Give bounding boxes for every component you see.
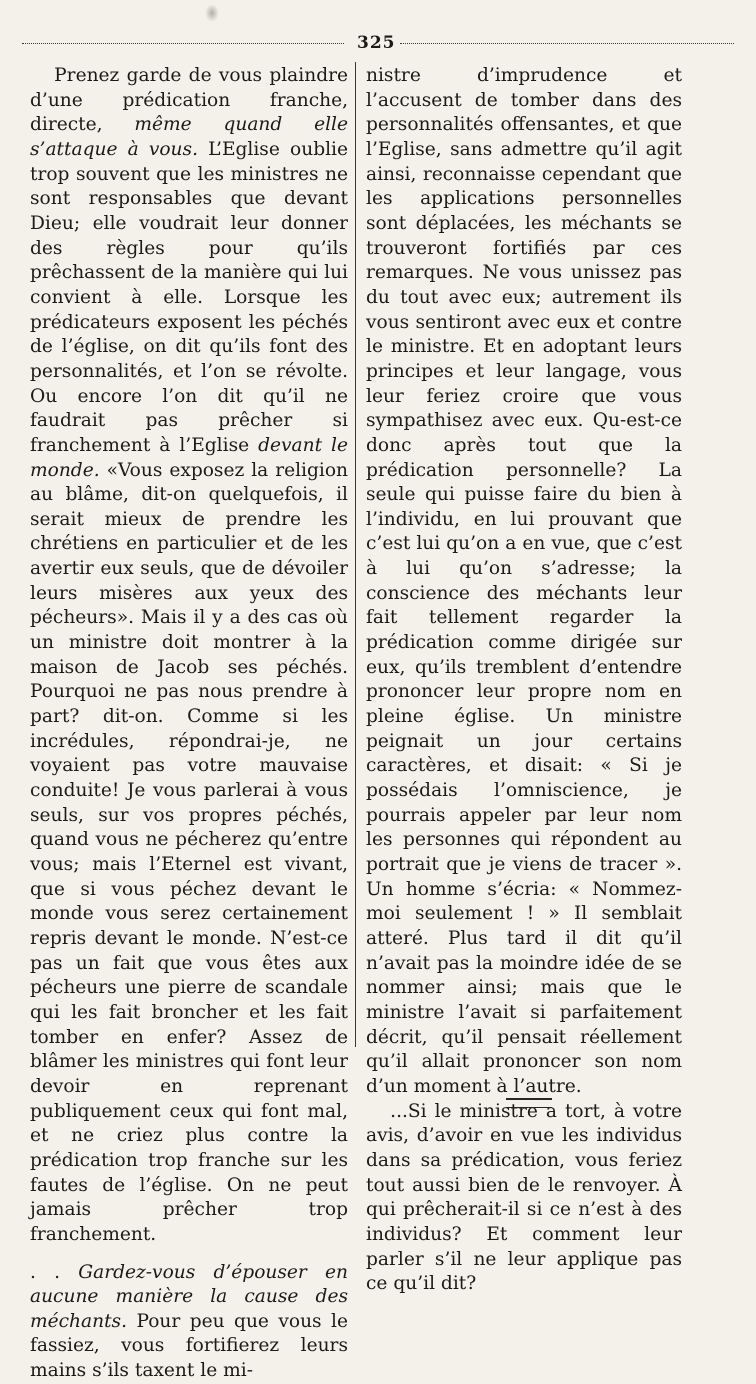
emphasis-text: même quand elle s’attaque à vous. — [30, 114, 348, 160]
emphasis-text: Gardez-vous d’épouser en aucune manière la cause des méchants. — [30, 1261, 348, 1332]
header-rule-left — [22, 43, 344, 44]
column-divider — [355, 62, 356, 1047]
paragraph-wicked — [30, 1261, 348, 1384]
page-number: 325 — [357, 33, 396, 53]
ink-smudge — [205, 4, 219, 22]
paragraph-preaching — [30, 64, 348, 1248]
page-header — [22, 30, 734, 56]
right-column — [366, 64, 682, 1297]
text-run: «Vous exposez la religion au blâme, dit-on quelquefois, il serait mieux de prendre les chrétiens en particulier et de les avertir eux seuls, que de dévoiler leurs misères aux yeux des pécheurs». Mais il y a des cas où un ministre doit montrer à la maison de Jacob ses péchés. Pourquoi ne pas nous prendre à part? dit-on. Comme si les incrédules, répondrai-je, ne voyaient pas votre mauvaise conduite! Je vous parlerai à vous seuls, sur vos propres péchés, quand vous ne pécherez qu’entre vous; mais l’Eternel est vivant, que si vous péchez devant le monde vous serez certainement repris devant le monde. N’est-ce pas un fait que vous êtes aux pécheurs une pierre de scandale qui les fait broncher et les fait tomber en enfer? Assez de blâmer les ministres qui font leur devoir en reprenant publiquement ceux qui font mal, et ne criez plus contre la prédication trop franche sur les fautes de l’église. On ne peut jamais prêcher trop franchement. — [30, 459, 348, 1245]
paragraph-continuation: nistre d’imprudence et l’accusent de tomber dans des personnalités offensantes, et que l’Eglise, sans admettre qu’il agit ainsi, reconnaisse cependant que les applications personnelles sont déplacées, les méchants se trouveront fortifiés par ces remarques. Ne vous unissez pas du tout avec eux; autrement ils vous sentiront avec eux et contre le ministre. Et en adoptant leurs principes et leur langage, vous leur feriez croire que vous sympathisez avec eux. Qu-est-ce donc après tout que la prédication personnelle? La seule qui puisse faire du bien à l’individu, en lui prouvant que c’est lui qu’on a en vue, que c’est à lui qu’on s’adresse; la conscience des méchants leur fait tellement regarder la prédication comme dirigée sur eux, qu’ils tremblent d’entendre prononcer leur propre nom en pleine église. Un ministre peignait un jour certains caractères, et disait: « Si je possédais l’omniscience, je pourrais appeler par leur nom les personnes qui répondent au portrait que je viens de tracer ». Un homme s’écria: « Nommez-moi seulement ! » Il semblait atteré. Plus tard il dit qu’il n’avait pas la moindre idée de se nommer ainsi; mais que le ministre l’avait si parfaitement décrit, qu’il pensait réellement qu’il allait prononcer son nom d’un moment à l’autre. — [366, 65, 682, 1097]
end-ornament — [506, 1098, 552, 1108]
text-run: Pour peu que vous le fassiez, vous fortifierez leurs mains s’ils taxent le mi- — [30, 1310, 348, 1382]
text-run: Prenez garde de vous plaindre d’une prédication franche, directe, — [30, 65, 348, 136]
emphasis-text: devant le monde. — [30, 434, 348, 481]
section-marker: . . — [30, 1261, 79, 1283]
header-rule-right — [400, 43, 734, 44]
paragraph-individuals: ...Si le ministre a tort, à votre avis, d’avoir en vue les individus dans sa prédication, vous feriez tout aussi bien de le renvoyer. À qui prêcherait-il si ce n’est à des individus? Et comment leur parler s’il ne leur applique pas ce qu’il dit? — [366, 1100, 682, 1295]
text-run: L’Eglise oublie trop souvent que les ministres ne sont responsables que devant Dieu; elle voudrait leur donner des règles pour qu’ils prêchassent de la manière qui lui convient à elle. Lorsque les prédicateurs exposent les péchés de l’église, on dit qu’ils font des personnalités, et l’on se révolte. Ou encore l’on dit qu’il ne faudrait pas prêcher si franchement à l’Eglise — [30, 138, 348, 456]
left-column — [30, 64, 348, 1384]
